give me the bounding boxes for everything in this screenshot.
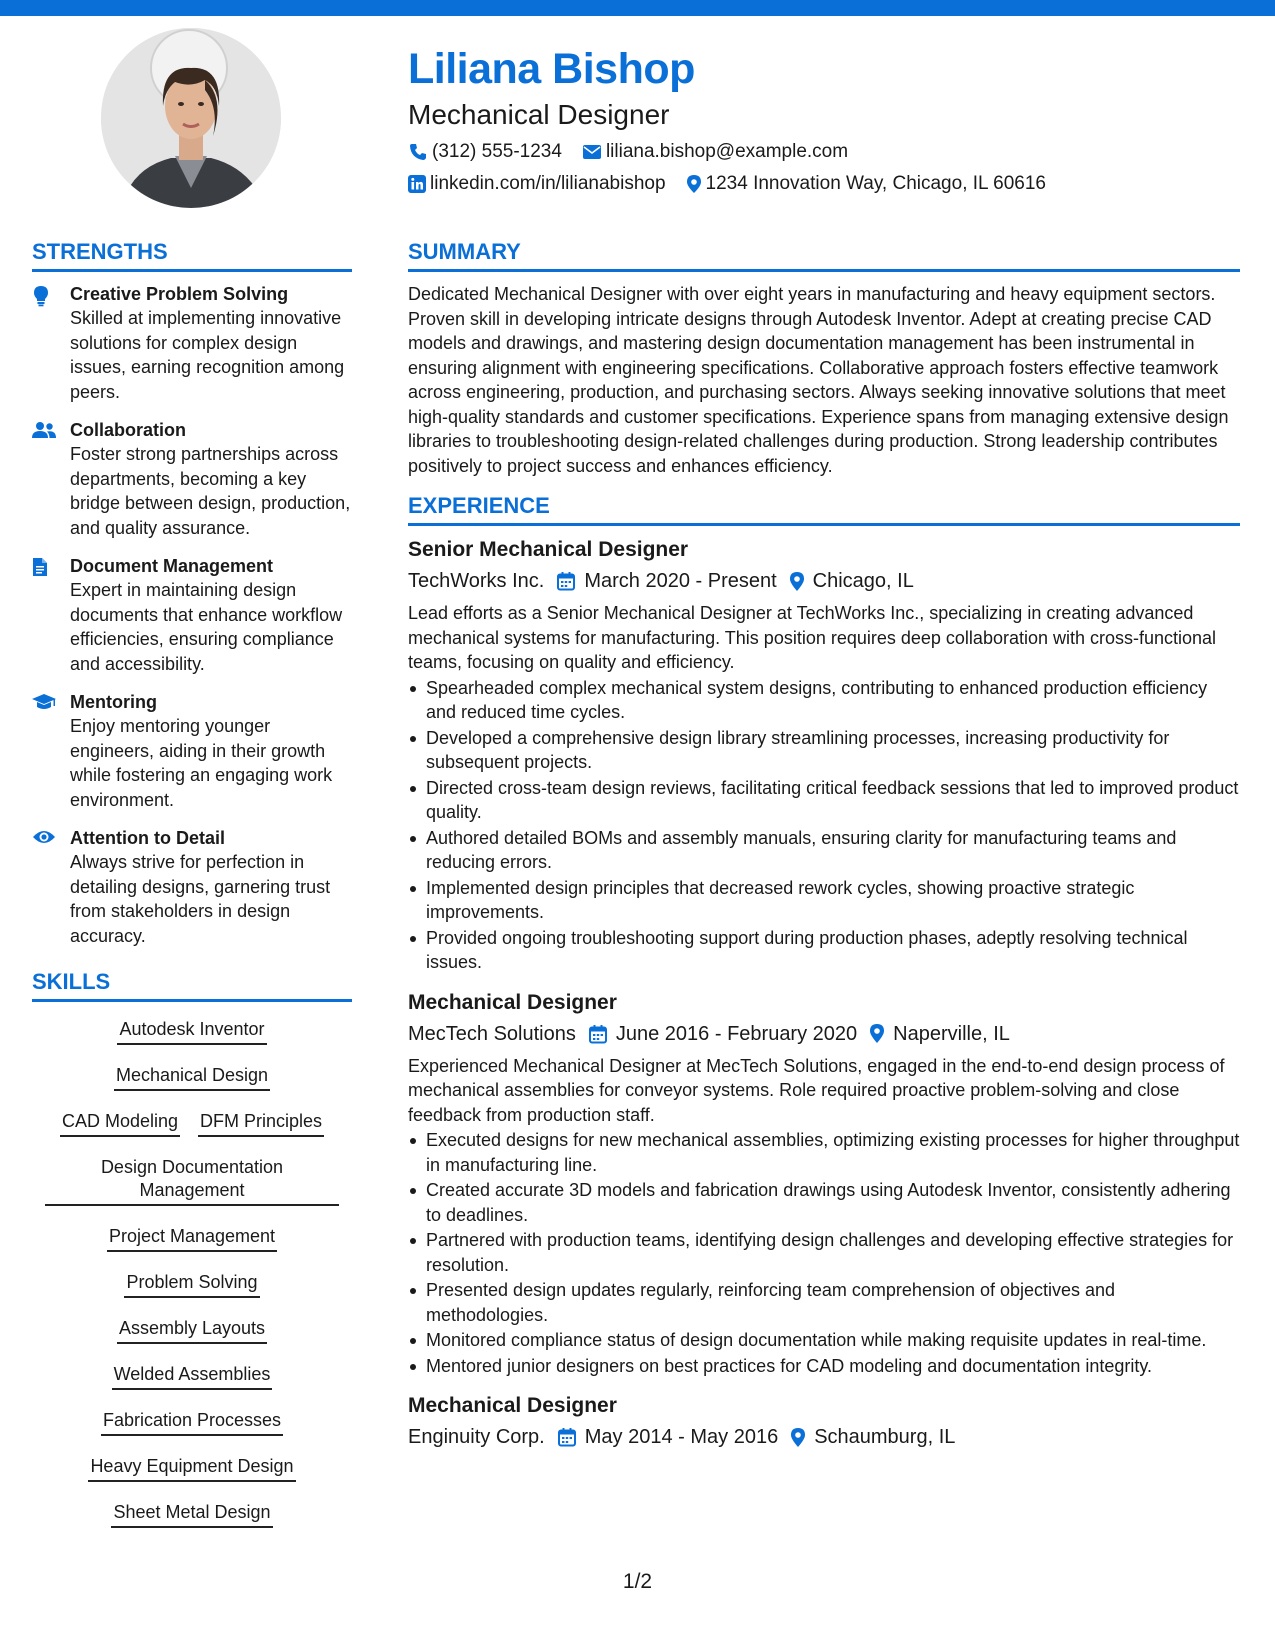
strength-item (32, 554, 352, 676)
calendar-icon (588, 1024, 608, 1044)
phone-contact[interactable] (408, 140, 562, 164)
job-dates (588, 1020, 857, 1048)
envelope-icon (582, 143, 602, 161)
job-meta (408, 1020, 1240, 1048)
map-pin-icon (686, 174, 702, 194)
candidate-name: Liliana Bishop (408, 45, 695, 93)
strength-desc: Skilled at implementing innovative solutions for complex design issues, earning recognition among peers. (70, 308, 345, 402)
map-pin-icon (869, 1023, 885, 1044)
skill-tag: Sheet Metal Design (111, 1501, 272, 1528)
skill-tag: Heavy Equipment Design (88, 1455, 295, 1482)
address-text: 1234 Innovation Way, Chicago, IL 60616 (705, 173, 1047, 194)
strength-title: Attention to Detail (70, 828, 225, 848)
skill-tag: Welded Assemblies (112, 1363, 273, 1390)
skill-tag: CAD Modeling (60, 1110, 180, 1137)
list-item: Provided ongoing troubleshooting support during production phases, adeptly resolving technical issues. (408, 926, 1240, 975)
users-icon (32, 421, 56, 439)
contact-row-2 (408, 172, 1228, 196)
strengths-heading: STRENGTHS (32, 238, 352, 272)
strength-desc: Foster strong partnerships across departments, becoming a key bridge between design, production, and quality assurance. (70, 444, 351, 538)
phone-text: (312) 555-1234 (432, 141, 562, 162)
skill-tag: Mechanical Design (114, 1064, 270, 1091)
strength-item (32, 826, 352, 948)
skill-tag: DFM Principles (198, 1110, 324, 1137)
job-company: TechWorks Inc. (408, 570, 545, 592)
job-dates-text: March 2020 - Present (584, 570, 777, 592)
job-location (789, 567, 914, 595)
job-location (790, 1423, 955, 1451)
skill-tag: Autodesk Inventor (117, 1018, 266, 1045)
job-company: MecTech Solutions (408, 1022, 576, 1045)
linkedin-icon (408, 175, 426, 193)
calendar-icon (556, 571, 576, 591)
skills-list (32, 1012, 352, 1541)
job-dates-text: June 2016 - February 2020 (615, 1022, 858, 1045)
skill-tag: Fabrication Processes (101, 1409, 283, 1436)
candidate-title: Mechanical Designer (408, 99, 670, 130)
right-column (408, 238, 1240, 1465)
document-icon (32, 557, 48, 577)
list-item: Presented design updates regularly, reinforcing team comprehension of objectives and methodologies. (408, 1278, 1240, 1327)
phone-icon (408, 142, 428, 162)
list-item: Mentored junior designers on best practices for CAD modeling and documentation integrity. (408, 1354, 1240, 1379)
job-dates (556, 567, 776, 595)
list-item: Implemented design principles that decreased rework cycles, showing proactive strategic improvements. (408, 876, 1240, 925)
map-pin-icon (790, 1427, 806, 1448)
job-bullets (408, 1128, 1240, 1378)
skill-tag: Project Management (107, 1225, 277, 1252)
job-dates-text: May 2014 - May 2016 (584, 1426, 779, 1448)
linkedin-text: linkedin.com/in/lilianabishop (430, 173, 666, 194)
job-company: Enginuity Corp. (408, 1426, 545, 1448)
calendar-icon (557, 1427, 577, 1447)
eye-icon (32, 829, 56, 845)
experience-list (408, 536, 1240, 1451)
list-item: Spearheaded complex mechanical system designs, contributing to enhanced production efficiency and reduced time cycles. (408, 676, 1240, 725)
list-item: Authored detailed BOMs and assembly manuals, ensuring clarity for manufacturing teams and reducing errors. (408, 826, 1240, 875)
job-location-text: Chicago, IL (812, 570, 914, 592)
list-item: Created accurate 3D models and fabrication drawings using Autodesk Inventor, consistently adhering to deadlines. (408, 1178, 1240, 1227)
strength-desc: Enjoy mentoring younger engineers, aiding in their growth while fostering an engaging work environment. (70, 716, 333, 810)
strength-title: Collaboration (70, 420, 186, 440)
left-column (32, 238, 352, 1541)
job-dates (557, 1423, 778, 1451)
email-text: liliana.bishop@example.com (605, 141, 849, 162)
email-contact[interactable] (582, 140, 848, 164)
page-number: 1/2 (622, 1570, 653, 1593)
job-entry (408, 989, 1240, 1379)
strength-item (32, 690, 352, 812)
summary-heading: SUMMARY (408, 238, 1240, 272)
job-meta (408, 1423, 1240, 1451)
strength-title: Document Management (70, 556, 274, 576)
top-accent-bar (0, 0, 1275, 16)
avatar (101, 28, 281, 208)
lightbulb-icon (32, 285, 50, 307)
job-location (869, 1020, 1010, 1048)
skill-tag: Design Documentation Management (45, 1156, 339, 1206)
job-location-text: Schaumburg, IL (814, 1426, 956, 1448)
list-item: Partnered with production teams, identifying design challenges and developing effective strategies for resolution. (408, 1228, 1240, 1277)
list-item: Monitored compliance status of design documentation while making requisite updates in real-time. (408, 1328, 1240, 1353)
strength-item (32, 282, 352, 404)
summary-text: Dedicated Mechanical Designer with over eight years in manufacturing and heavy equipment sectors. Proven skill in developing intricate designs through Autodesk Inventor. Adept at creating precise CAD models and drawings, and mastering design documentation management has been instrumental in ensuring alignment with engineering specifications. Collaborative approach fosters effective teamwork across engineering, production, and purchasing sectors. Always seeking innovative solutions that meet high-quality standards and customer specifications. Experience spans from managing extensive design libraries to troubleshooting design-related challenges during production. Strong leadership contributes positively to project success and enhances efficiency. (408, 284, 1229, 476)
contact-row-1 (408, 140, 1228, 164)
job-description: Experienced Mechanical Designer at MecTech Solutions, engaged in the end-to-end design process of mechanical assemblies for conveyor systems. Role required proactive problem-solving and close feedback from production staff. (408, 1055, 1225, 1125)
linkedin-contact[interactable] (408, 172, 666, 196)
job-title: Mechanical Designer (408, 990, 617, 1014)
job-description: Lead efforts as a Senior Mechanical Designer at TechWorks Inc., specializing in creating advanced mechanical systems for manufacturing. This position requires deep collaboration with cross-functional teams, focusing on quality and efficiency. (408, 603, 1217, 672)
job-location-text: Naperville, IL (893, 1022, 1010, 1045)
job-entry (408, 1392, 1240, 1451)
job-title: Mechanical Designer (408, 1394, 617, 1417)
resume-header (408, 42, 1228, 196)
job-bullets (408, 676, 1240, 975)
graduation-cap-icon (32, 693, 56, 711)
job-entry (408, 536, 1240, 975)
job-title: Senior Mechanical Designer (408, 538, 689, 561)
skill-tag: Problem Solving (124, 1271, 259, 1298)
strength-title: Mentoring (70, 692, 157, 712)
strength-item (32, 418, 352, 540)
strength-desc: Expert in maintaining design documents that enhance workflow efficiencies, ensuring compliance and accessibility. (70, 580, 343, 674)
address-contact (686, 172, 1046, 196)
list-item: Executed designs for new mechanical assemblies, optimizing existing processes for higher throughput in manufacturing line. (408, 1128, 1240, 1177)
list-item: Developed a comprehensive design library streamlining processes, increasing productivity for subsequent projects. (408, 726, 1240, 775)
map-pin-icon (789, 571, 805, 592)
skills-heading: SKILLS (32, 968, 352, 1002)
strength-title: Creative Problem Solving (70, 284, 289, 304)
job-meta (408, 567, 1240, 595)
experience-heading: EXPERIENCE (408, 492, 1240, 526)
strength-desc: Always strive for perfection in detailing designs, garnering trust from stakeholders in design accuracy. (70, 852, 331, 946)
skill-tag: Assembly Layouts (117, 1317, 267, 1344)
list-item: Directed cross-team design reviews, facilitating critical feedback sessions that led to improved product quality. (408, 776, 1240, 825)
